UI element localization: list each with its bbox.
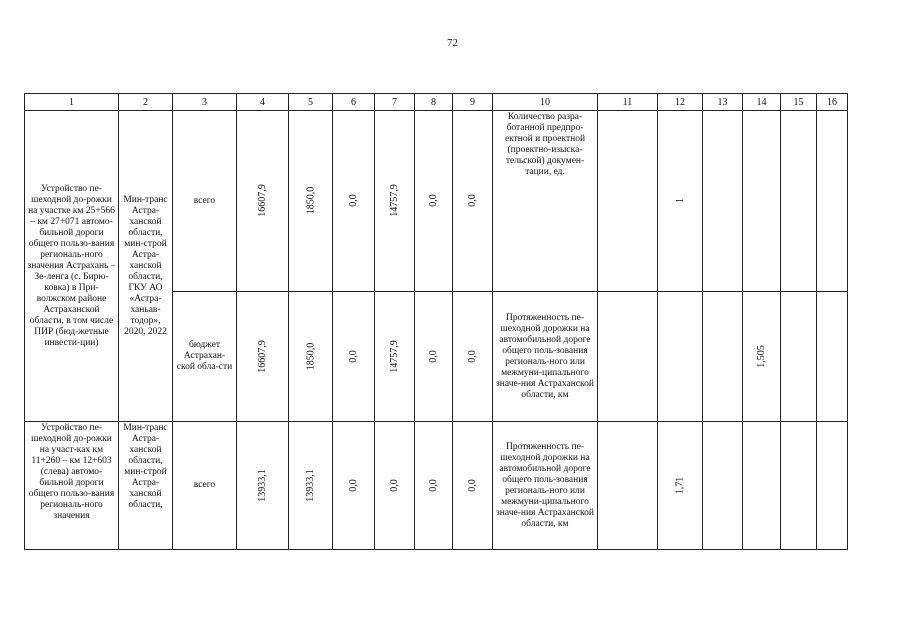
table-row — [25, 422, 848, 550]
empty-cell — [658, 292, 703, 422]
header-cell: 6 — [333, 94, 375, 111]
value-cell: 16607,9 — [237, 292, 289, 422]
value-cell: 0,0 — [333, 292, 375, 422]
empty-cell — [743, 111, 781, 292]
value-cell: 14757,9 — [375, 111, 415, 292]
table-row — [25, 111, 848, 292]
page-number: 72 — [447, 37, 458, 49]
value-cell: 0,0 — [415, 111, 453, 292]
value-cell: 0,0 — [415, 422, 453, 550]
value-cell: 1 — [658, 111, 703, 292]
empty-cell — [781, 292, 817, 422]
header-cell: 7 — [375, 94, 415, 111]
header-cell: 13 — [703, 94, 743, 111]
empty-cell — [781, 111, 817, 292]
investment-table — [24, 93, 848, 550]
header-cell: 9 — [453, 94, 493, 111]
customer-cell: Мин-транс Астра-ханской области, мин-строй Астра-ханской области, ГКУ АО «Астра-ханьав-тодор», 2020, 2022 — [119, 111, 173, 422]
value-cell: 1850,0 — [289, 292, 333, 422]
empty-cell — [781, 422, 817, 550]
value-cell: 13933,1 — [289, 422, 333, 550]
header-cell: 14 — [743, 94, 781, 111]
empty-cell — [598, 292, 658, 422]
funding-source-cell: бюджет Астрахан-ской обла-сти — [173, 292, 237, 422]
value-cell: 0,0 — [453, 292, 493, 422]
header-cell: 11 — [598, 94, 658, 111]
header-cell: 1 — [25, 94, 119, 111]
value-cell: 1,505 — [743, 292, 781, 422]
empty-cell — [598, 422, 658, 550]
empty-cell — [703, 422, 743, 550]
object-name-cell: Устройство пе-шеходной до-рожки на участ-ках км 11+260 – км 12+603 (слева) автомо-бильной дороги общего пользо-вания региональ-ного значения — [25, 422, 119, 550]
empty-cell — [817, 292, 848, 422]
value-cell: 1,71 — [658, 422, 703, 550]
header-cell: 10 — [493, 94, 598, 111]
indicator-cell: Протяженность пе-шеходной дорожки на автомобильной дороге общего поль-зования региональ-ного или межмуни-ципального значе-ния Астраханской области, км — [493, 422, 598, 550]
funding-source-cell: всего — [173, 422, 237, 550]
value-cell: 0,0 — [453, 111, 493, 292]
header-cell: 4 — [237, 94, 289, 111]
object-name-cell: Устройство пе-шеходной до-рожки на участке км 25+566 – км 27+071 автомо-бильной дороги общего пользо-вания региональ-ного значения Астрахань – Зе-ленга (с. Бирю-ковка) в При-волжском районе Астраханской области, в том числе ПИР (бюд-жетные инвести-ции) — [25, 111, 119, 422]
header-cell: 8 — [415, 94, 453, 111]
value-cell: 0,0 — [333, 422, 375, 550]
empty-cell — [743, 422, 781, 550]
header-cell: 2 — [119, 94, 173, 111]
funding-source-cell: всего — [173, 111, 237, 292]
empty-cell — [817, 111, 848, 292]
customer-cell: Мин-транс Астра-ханской области, мин-строй Астра-ханской области, — [119, 422, 173, 550]
header-cell: 12 — [658, 94, 703, 111]
header-cell: 5 — [289, 94, 333, 111]
indicator-cell: Количество разра-ботанной предпро-ектной и проектной (проектно-изыска-тельской) докумен-тации, ед. — [493, 111, 598, 292]
header-cell: 16 — [817, 94, 848, 111]
value-cell: 1850,0 — [289, 111, 333, 292]
header-cell: 3 — [173, 94, 237, 111]
value-cell: 0,0 — [453, 422, 493, 550]
value-cell: 0,0 — [375, 422, 415, 550]
empty-cell — [817, 422, 848, 550]
value-cell: 0,0 — [415, 292, 453, 422]
value-cell: 16607,9 — [237, 111, 289, 292]
column-number-row — [25, 94, 848, 111]
indicator-cell: Протяженность пе-шеходной дорожки на автомобильной дороге общего поль-зования региональ-ного или межмуни-ципального значе-ния Астраханской области, км — [493, 292, 598, 422]
value-cell: 14757,9 — [375, 292, 415, 422]
empty-cell — [703, 292, 743, 422]
value-cell: 13933,1 — [237, 422, 289, 550]
empty-cell — [598, 111, 658, 292]
value-cell: 0,0 — [333, 111, 375, 292]
empty-cell — [703, 111, 743, 292]
header-cell: 15 — [781, 94, 817, 111]
